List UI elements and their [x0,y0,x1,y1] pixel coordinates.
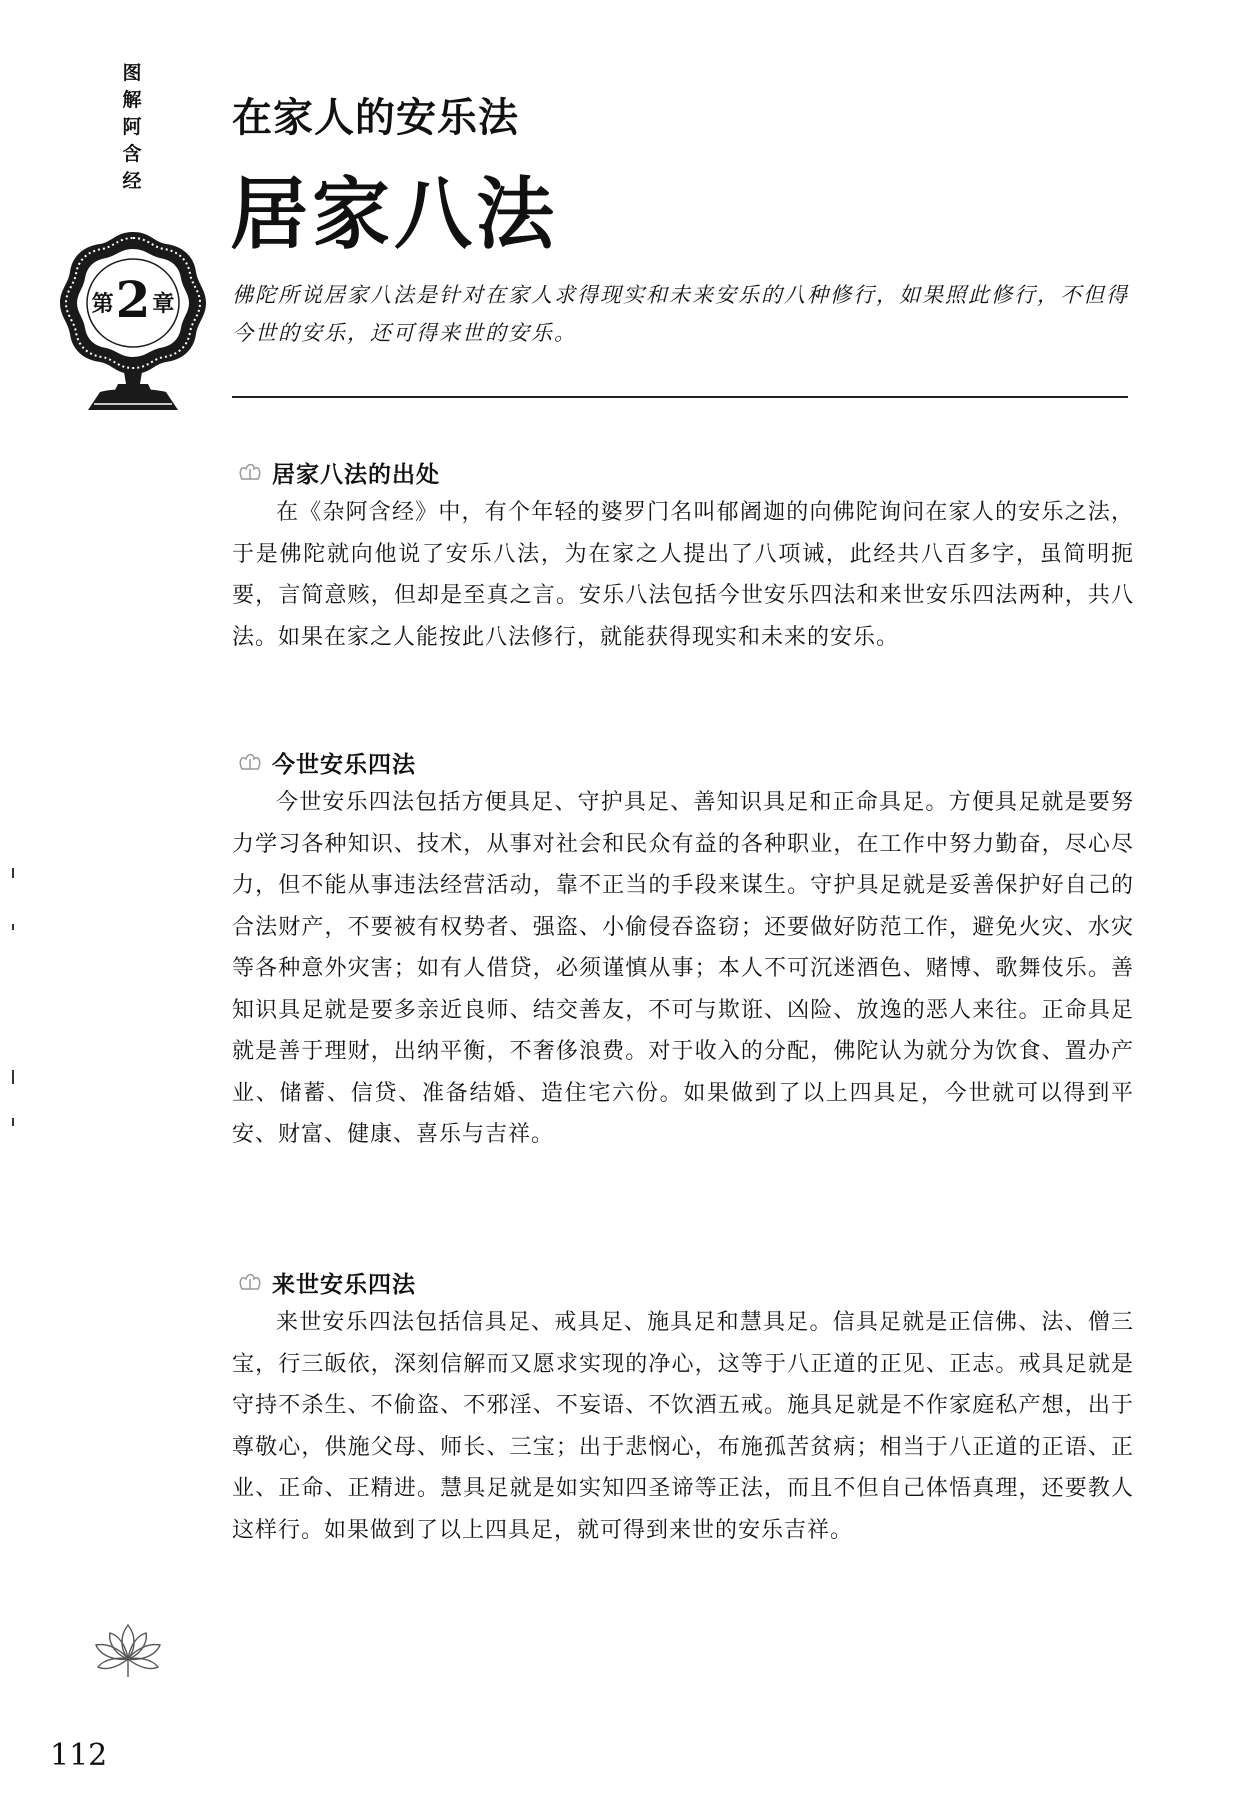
page-number: 112 [50,1738,108,1773]
book-title-char: 解 [122,89,142,111]
scan-speck [12,1070,14,1084]
book-title-char: 阿 [122,116,142,138]
section-heading: 来世安乐四法 [272,1271,416,1298]
book-title-char: 图 [122,62,142,84]
section-subtitle: 在家人的安乐法 [232,94,519,141]
chapter-label [58,270,208,329]
flower-bullet-icon [232,1267,268,1297]
lotus-ornament-icon [88,1615,168,1681]
intro-paragraph: 佛陀所说居家八法是针对在家人求得现实和未来安乐的八种修行，如果照此修行，不但得今世的安乐，还可得来世的安乐。 [232,283,1129,345]
section-origin [232,452,1134,658]
section-heading-row [232,1262,1134,1302]
book-title-char: 经 [122,170,142,192]
chapter-suffix: 章 [152,291,175,317]
section-body: 今世安乐四法包括方便具足、守护具足、善知识具足和正命具足。方便具足就是要努力学习各种知识、技术，从事对社会和民众有益的各种职业，在工作中努力勤奋，尽心尽力，但不能从事违法经营活动，靠不正当的手段来谋生。守护具足就是妥善保护好自己的合法财产，不要被有权势者、强盗、小偷侵吞盗窃；还要做好防范工作，避免火灾、水灾等各种意外灾害；如有人借贷，必须谨慎从事；本人不可沉迷酒色、赌博、歌舞伎乐。善知识具足就是要多亲近良师、结交善友，不可与欺诳、凶险、放逸的恶人来往。正命具足就是善于理财，出纳平衡，不奢侈浪费。对于收入的分配，佛陀认为就分为饮食、置办产业、储蓄、信贷、准备结婚、造住宅六份。如果做到了以上四具足，今世就可以得到平安、财富、健康、喜乐与吉祥。 [232,790,1134,1147]
book-title-char: 含 [122,143,142,165]
section-heading: 今世安乐四法 [272,751,416,778]
flower-bullet-icon [232,747,268,777]
section-heading-row [232,452,1134,492]
divider [232,396,1128,398]
scan-speck [12,1118,14,1126]
chapter-number: 2 [115,270,151,329]
section-present-life [232,742,1134,1156]
flower-bullet-icon [232,457,268,487]
section-heading: 居家八法的出处 [272,461,440,488]
scan-speck [12,868,14,878]
chapter-prefix: 第 [91,291,114,317]
chapter-badge [58,228,208,418]
scan-speck [12,924,14,930]
page-title: 居家八法 [230,169,559,260]
book-title-vertical [118,60,146,195]
section-next-life [232,1262,1134,1551]
section-body: 在《杂阿含经》中，有个年轻的婆罗门名叫郁阇迦的向佛陀询问在家人的安乐之法，于是佛陀就向他说了安乐八法，为在家之人提出了八项诫，此经共八百多字，虽简明扼要，言简意赅，但却是至真之言。安乐八法包括今世安乐四法和来世安乐四法两种，共八法。如果在家之人能按此八法修行，就能获得现实和未来的安乐。 [232,500,1134,650]
section-heading-row [232,742,1134,782]
section-body: 来世安乐四法包括信具足、戒具足、施具足和慧具足。信具足就是正信佛、法、僧三宝，行三皈依，深刻信解而又愿求实现的净心，这等于八正道的正见、正志。戒具足就是守持不杀生、不偷盗、不邪淫、不妄语、不饮酒五戒。施具足就是不作家庭私产想，出于尊敬心，供施父母、师长、三宝；出于悲悯心，布施孤苦贫病；相当于八正道的正语、正业、正命、正精进。慧具足就是如实知四圣谛等正法，而且不但自己体悟真理，还要教人这样行。如果做到了以上四具足，就可得到来世的安乐吉祥。 [232,1310,1134,1543]
